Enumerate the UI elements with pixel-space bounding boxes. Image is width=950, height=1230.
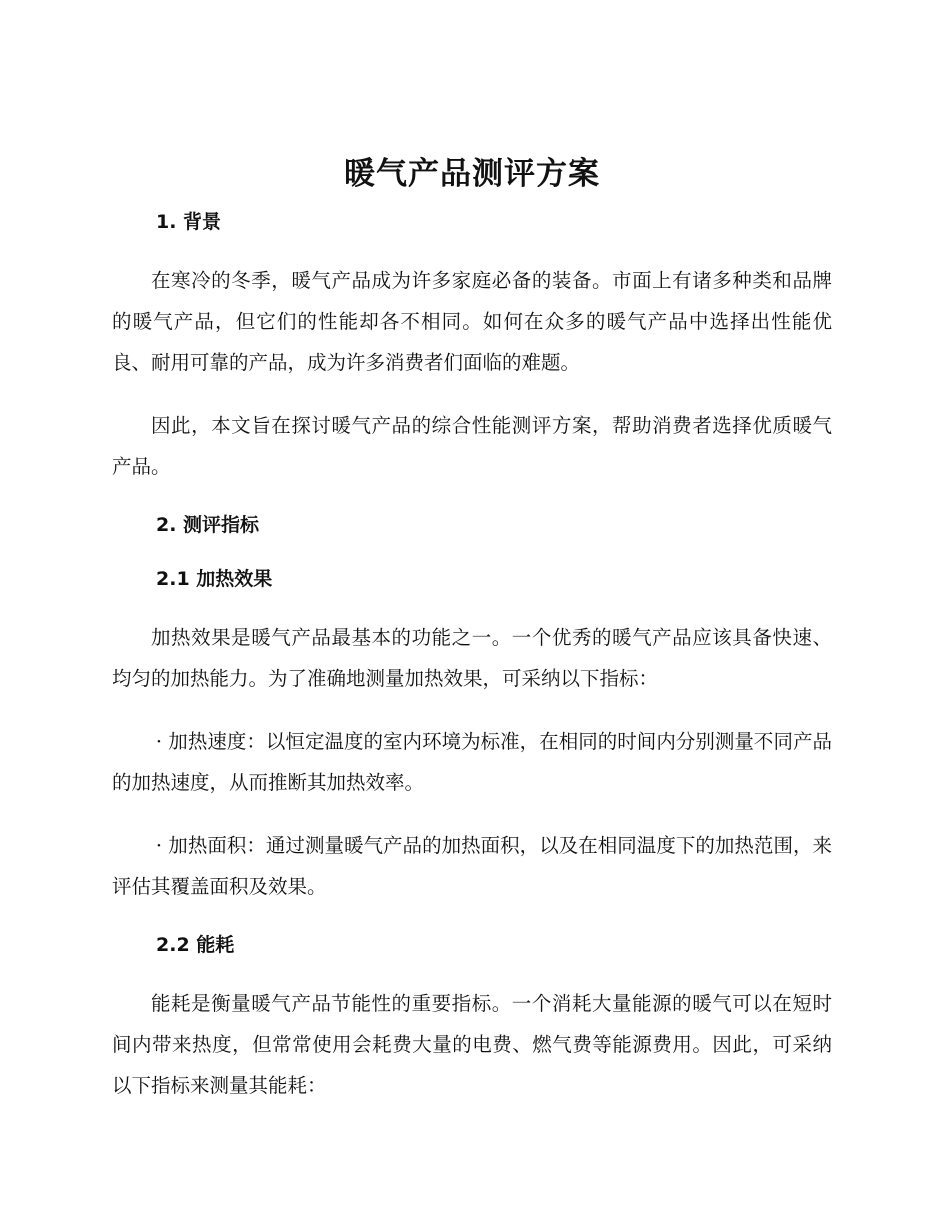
bullet-heating-area: · 加热面积：通过测量暖气产品的加热面积，以及在相同温度下的加热范围，来评估其覆盖面积及效果。 (112, 834, 832, 898)
section-heading-metrics: 2. 测评指标 (156, 514, 260, 536)
document-title: 暖气产品测评方案 (344, 156, 600, 192)
section-heading-background: 1. 背景 (156, 211, 222, 233)
paragraph-energy: 能耗是衡量暖气产品节能性的重要指标。一个消耗大量能源的暖气可以在短时间内带来热度，但常常使用会耗费大量的电费、燃气费等能源费用。因此，可采纳以下指标来测量其能耗： (112, 992, 832, 1097)
paragraph-background-1: 在寒冷的冬季，暖气产品成为许多家庭必备的装备。市面上有诸多种类和品牌的暖气产品，但它们的性能却各不相同。如何在众多的暖气产品中选择出性能优良、耐用可靠的产品，成为许多消费者们面临的难题。 (112, 269, 832, 374)
paragraph-heating-effect: 加热效果是暖气产品最基本的功能之一。一个优秀的暖气产品应该具备快速、均匀的加热能力。为了准确地测量加热效果，可采纳以下指标： (112, 626, 832, 690)
bullet-heating-speed: · 加热速度：以恒定温度的室内环境为标准，在相同的时间内分别测量不同产品的加热速度，从而推断其加热效率。 (112, 730, 832, 794)
paragraph-background-2: 因此，本文旨在探讨暖气产品的综合性能测评方案，帮助消费者选择优质暖气产品。 (112, 414, 832, 478)
document-body (112, 150, 832, 1128)
subsection-heading-heating-effect: 2.1 加热效果 (156, 568, 273, 590)
subsection-heading-energy: 2.2 能耗 (156, 934, 235, 956)
